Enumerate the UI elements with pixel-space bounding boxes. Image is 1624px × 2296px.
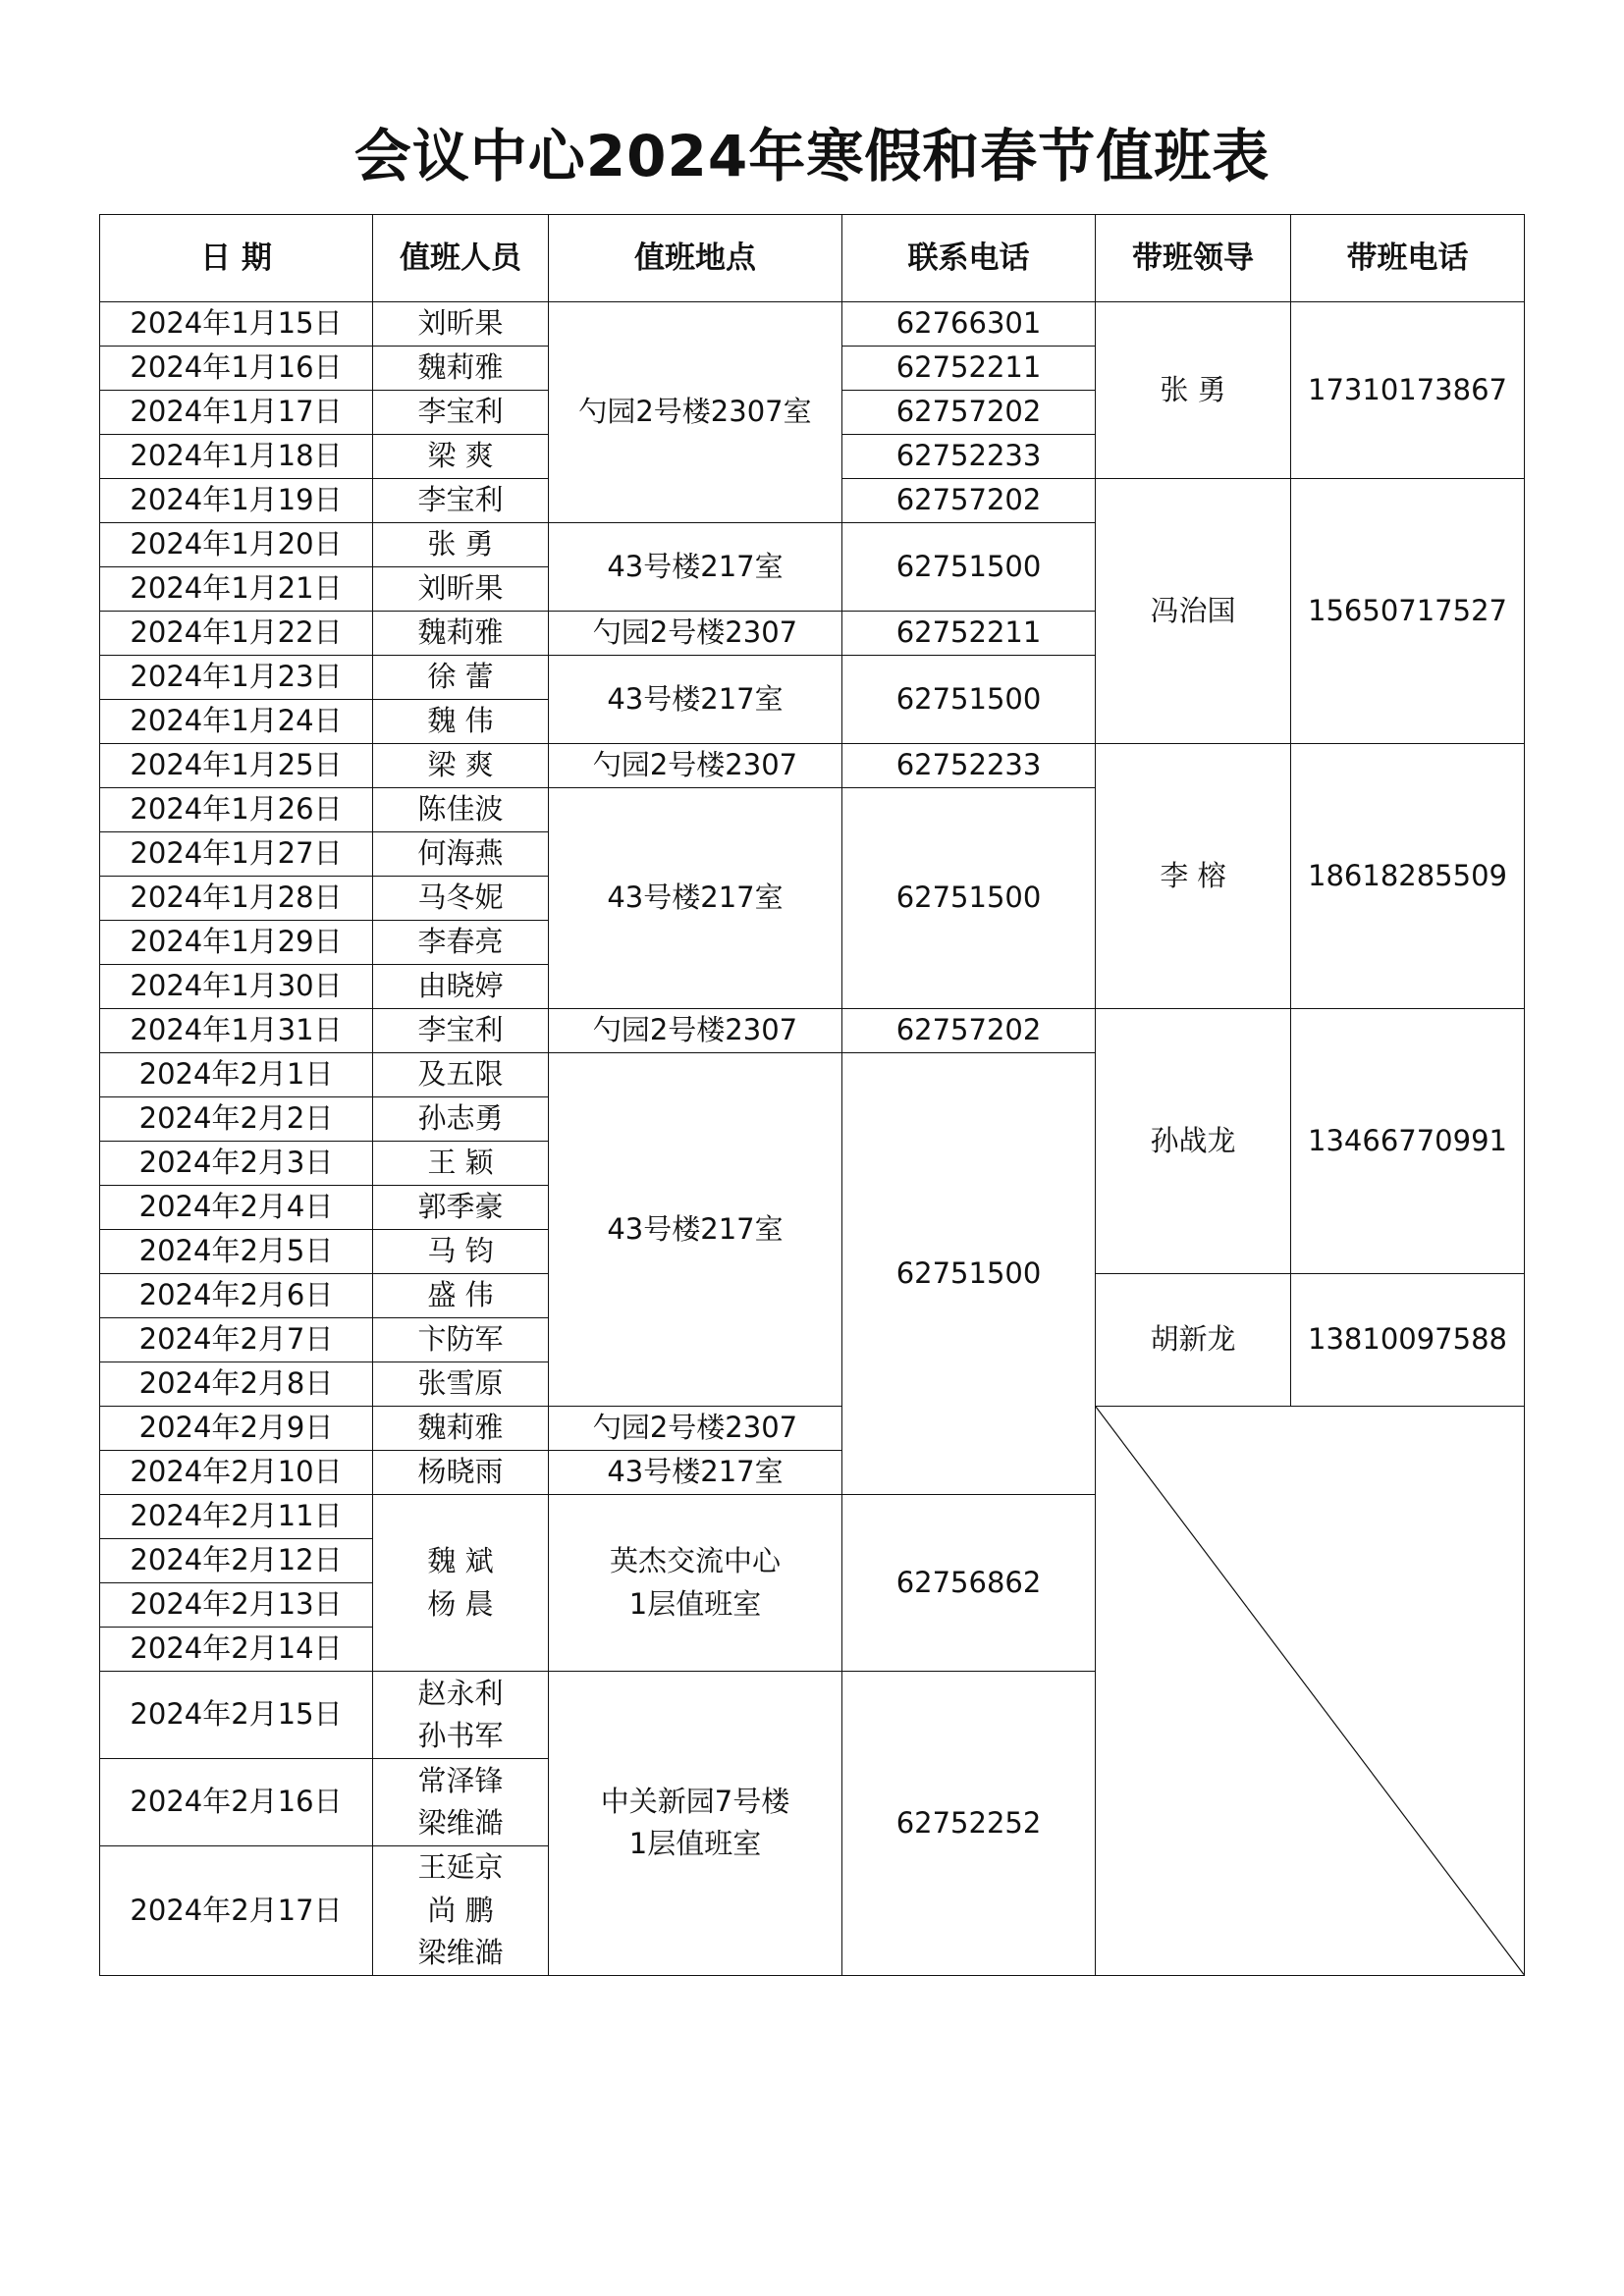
- leader-phone-cell: 13810097588: [1291, 1274, 1525, 1407]
- header-phone: 联系电话: [842, 215, 1096, 302]
- header-date: 日 期: [100, 215, 373, 302]
- header-leader-phone: 带班电话: [1291, 215, 1525, 302]
- date-cell: 2024年2月14日: [100, 1628, 373, 1672]
- staff-cell: 马 钧: [373, 1230, 549, 1274]
- date-cell: 2024年2月1日: [100, 1053, 373, 1097]
- staff-cell: 刘昕果: [373, 567, 549, 612]
- diagonal-line: [1096, 1407, 1524, 1975]
- phone-cell: 62752211: [842, 612, 1096, 656]
- staff-cell: 马冬妮: [373, 877, 549, 921]
- staff-cell: 孙志勇: [373, 1097, 549, 1142]
- staff-cell: 魏莉雅: [373, 1407, 549, 1451]
- location-line: 1层值班室: [628, 1827, 762, 1861]
- phone-cell: 62751500: [842, 523, 1096, 612]
- staff-name: 赵永利: [417, 1676, 504, 1710]
- staff-cell: [373, 1846, 549, 1976]
- location-cell: 43号楼217室: [549, 1053, 842, 1407]
- date-cell: 2024年2月11日: [100, 1495, 373, 1539]
- date-cell: 2024年1月24日: [100, 700, 373, 744]
- date-cell: 2024年1月29日: [100, 921, 373, 965]
- date-cell: 2024年1月17日: [100, 391, 373, 435]
- staff-name: 梁维澔: [417, 1806, 504, 1840]
- staff-cell: 魏莉雅: [373, 347, 549, 391]
- staff-name: 王延京: [417, 1850, 504, 1884]
- staff-name: 魏 斌: [427, 1544, 494, 1577]
- date-cell: 2024年2月15日: [100, 1672, 373, 1759]
- staff-cell: 梁 爽: [373, 744, 549, 788]
- location-cell: [549, 1672, 842, 1976]
- leader-cell: 李 榕: [1096, 744, 1291, 1009]
- date-cell: 2024年1月15日: [100, 302, 373, 347]
- leader-cell: 孙战龙: [1096, 1009, 1291, 1274]
- staff-name: 常泽锋: [417, 1763, 504, 1797]
- date-cell: 2024年1月28日: [100, 877, 373, 921]
- staff-cell: 王 颖: [373, 1142, 549, 1186]
- date-cell: 2024年2月8日: [100, 1362, 373, 1407]
- staff-name: 杨 晨: [427, 1586, 494, 1621]
- location-cell: 43号楼217室: [549, 1451, 842, 1495]
- date-cell: 2024年1月31日: [100, 1009, 373, 1053]
- location-cell: 勺园2号楼2307: [549, 612, 842, 656]
- staff-cell: 魏 伟: [373, 700, 549, 744]
- location-cell: 43号楼217室: [549, 788, 842, 1009]
- phone-cell: 62766301: [842, 302, 1096, 347]
- staff-cell: 张雪原: [373, 1362, 549, 1407]
- location-cell: 勺园2号楼2307: [549, 744, 842, 788]
- staff-cell: 李宝利: [373, 1009, 549, 1053]
- date-cell: 2024年2月16日: [100, 1759, 373, 1846]
- staff-name: 尚 鹏: [427, 1893, 494, 1927]
- staff-cell: 及五限: [373, 1053, 549, 1097]
- date-cell: 2024年1月25日: [100, 744, 373, 788]
- staff-cell: 徐 蕾: [373, 656, 549, 700]
- phone-cell: 62757202: [842, 479, 1096, 523]
- staff-cell: 杨晓雨: [373, 1451, 549, 1495]
- location-cell: [549, 1495, 842, 1672]
- header-location: 值班地点: [549, 215, 842, 302]
- date-cell: 2024年1月20日: [100, 523, 373, 567]
- phone-cell: 62751500: [842, 656, 1096, 744]
- staff-cell: [373, 1672, 549, 1759]
- staff-cell: 陈佳波: [373, 788, 549, 832]
- date-cell: 2024年2月2日: [100, 1097, 373, 1142]
- date-cell: 2024年1月22日: [100, 612, 373, 656]
- staff-name: 孙书军: [417, 1719, 504, 1752]
- date-cell: 2024年1月18日: [100, 435, 373, 479]
- date-cell: 2024年2月7日: [100, 1318, 373, 1362]
- header-leader: 带班领导: [1096, 215, 1291, 302]
- location-cell: 勺园2号楼2307: [549, 1407, 842, 1451]
- staff-name: 梁维澔: [417, 1936, 504, 1969]
- date-cell: 2024年2月5日: [100, 1230, 373, 1274]
- staff-cell: 卞防军: [373, 1318, 549, 1362]
- staff-cell: 李宝利: [373, 391, 549, 435]
- location-line: 英杰交流中心: [609, 1544, 781, 1577]
- staff-cell: 张 勇: [373, 523, 549, 567]
- staff-cell: 郭季豪: [373, 1186, 549, 1230]
- date-cell: 2024年2月9日: [100, 1407, 373, 1451]
- phone-cell: 62757202: [842, 391, 1096, 435]
- phone-cell: 62756862: [842, 1495, 1096, 1672]
- phone-cell: 62757202: [842, 1009, 1096, 1053]
- date-cell: 2024年1月26日: [100, 788, 373, 832]
- date-cell: 2024年1月30日: [100, 965, 373, 1009]
- date-cell: 2024年1月23日: [100, 656, 373, 700]
- phone-cell: 62752233: [842, 744, 1096, 788]
- leader-phone-cell: 17310173867: [1291, 302, 1525, 479]
- date-cell: 2024年2月13日: [100, 1583, 373, 1628]
- blank-cell-diagonal: [1096, 1407, 1525, 1976]
- leader-cell: 胡新龙: [1096, 1274, 1291, 1407]
- date-cell: 2024年2月4日: [100, 1186, 373, 1230]
- date-cell: 2024年1月21日: [100, 567, 373, 612]
- phone-cell: 62751500: [842, 1053, 1096, 1495]
- leader-phone-cell: 18618285509: [1291, 744, 1525, 1009]
- location-cell: 43号楼217室: [549, 523, 842, 612]
- phone-cell: 62752211: [842, 347, 1096, 391]
- phone-cell: 62752252: [842, 1672, 1096, 1976]
- leader-phone-cell: 15650717527: [1291, 479, 1525, 744]
- staff-cell: 魏莉雅: [373, 612, 549, 656]
- staff-cell: 由晓婷: [373, 965, 549, 1009]
- duty-schedule-table: [99, 214, 1525, 1976]
- staff-cell: 何海燕: [373, 832, 549, 877]
- location-line: 1层值班室: [628, 1586, 762, 1621]
- leader-cell: 张 勇: [1096, 302, 1291, 479]
- date-cell: 2024年1月19日: [100, 479, 373, 523]
- location-line: 中关新园7号楼: [600, 1784, 790, 1818]
- page-title: 会议中心2024年寒假和春节值班表: [353, 123, 1271, 189]
- leader-phone-cell: 13466770991: [1291, 1009, 1525, 1274]
- date-cell: 2024年2月10日: [100, 1451, 373, 1495]
- date-cell: 2024年2月3日: [100, 1142, 373, 1186]
- location-cell: 勺园2号楼2307: [549, 1009, 842, 1053]
- staff-cell: [373, 1495, 549, 1672]
- staff-cell: 李宝利: [373, 479, 549, 523]
- staff-cell: 梁 爽: [373, 435, 549, 479]
- phone-cell: 62752233: [842, 435, 1096, 479]
- staff-cell: 刘昕果: [373, 302, 549, 347]
- phone-cell: 62751500: [842, 788, 1096, 1009]
- date-cell: 2024年2月12日: [100, 1539, 373, 1583]
- date-cell: 2024年2月6日: [100, 1274, 373, 1318]
- staff-cell: 李春亮: [373, 921, 549, 965]
- date-cell: 2024年1月16日: [100, 347, 373, 391]
- location-cell: 43号楼217室: [549, 656, 842, 744]
- date-cell: 2024年2月17日: [100, 1846, 373, 1976]
- staff-cell: 盛 伟: [373, 1274, 549, 1318]
- leader-cell: 冯治国: [1096, 479, 1291, 744]
- header-staff: 值班人员: [373, 215, 549, 302]
- staff-cell: [373, 1759, 549, 1846]
- date-cell: 2024年1月27日: [100, 832, 373, 877]
- location-cell: 勺园2号楼2307室: [549, 302, 842, 523]
